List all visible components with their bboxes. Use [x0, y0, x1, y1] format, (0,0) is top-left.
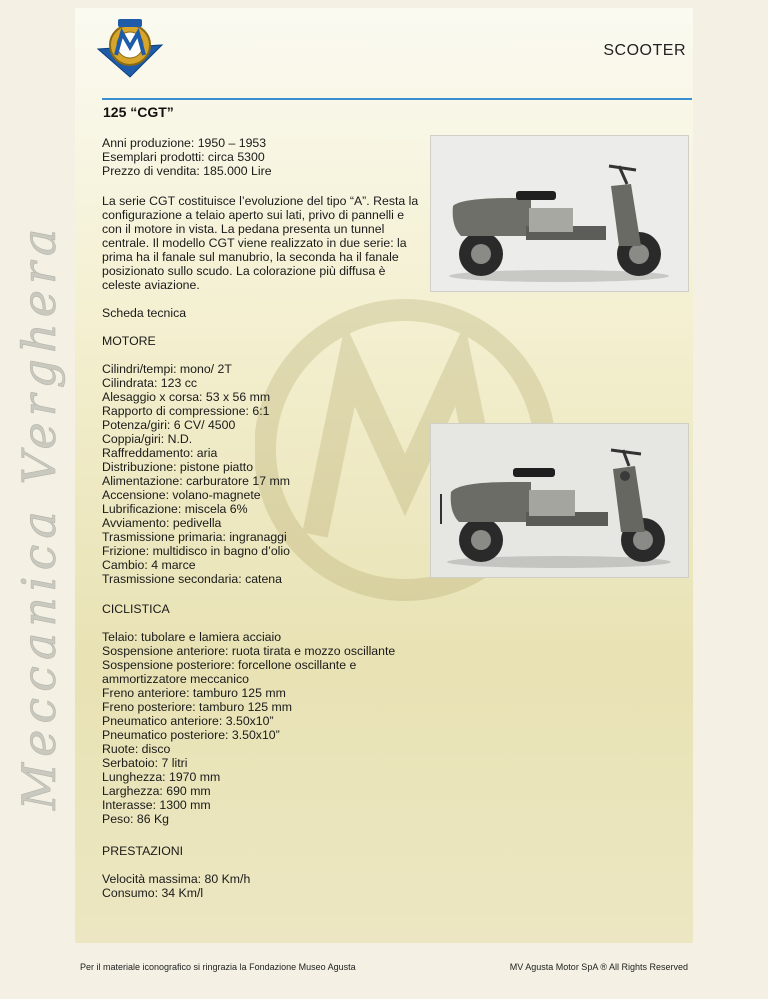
spec-line: Frizione: multidisco in bagno d’olio	[102, 544, 290, 558]
production-years: Anni produzione: 1950 – 1953	[102, 136, 267, 150]
title-rule	[102, 98, 692, 100]
performance-heading	[102, 844, 183, 858]
side-vertical-title	[0, 0, 75, 994]
spec-line: Ruote: disco	[102, 742, 171, 756]
spec-line: Sospensione posteriore: forcellone oscillante e	[102, 658, 357, 672]
spec-line: Pneumatico posteriore: 3.50x10”	[102, 728, 280, 742]
spec-line: Trasmissione primaria: ingranaggi	[102, 530, 287, 544]
chassis-specs	[102, 630, 395, 826]
engine-specs	[102, 362, 290, 586]
spec-line: Cilindrata: 123 cc	[102, 376, 198, 390]
spec-line: Avviamento: pedivella	[102, 516, 222, 530]
spec-line: Cilindri/tempi: mono/ 2T	[102, 362, 232, 376]
engine-heading	[102, 334, 156, 348]
side-vertical-text: Meccanica Verghera	[12, 222, 66, 810]
spec-line: Telaio: tubolare e lamiera acciaio	[102, 630, 282, 644]
spec-line: Freno anteriore: tamburo 125 mm	[102, 686, 286, 700]
performance-specs	[102, 872, 250, 900]
spec-line: Lunghezza: 1970 mm	[102, 770, 221, 784]
spec-line: Peso: 86 Kg	[102, 812, 169, 826]
spec-line: Lubrificazione: miscela 6%	[102, 502, 248, 516]
spec-line: Consumo: 34 Km/l	[102, 886, 204, 900]
scooter-photo-second-series	[430, 423, 689, 578]
spec-line: Accensione: volano-magnete	[102, 488, 261, 502]
scooter-photo-first-series	[430, 135, 689, 292]
spec-line: ammortizzatore meccanico	[102, 672, 249, 686]
spec-line: Raffreddamento: aria	[102, 446, 218, 460]
section-label: SCOOTER	[603, 42, 686, 59]
description-text: La serie CGT costituisce l’evoluzione del tipo “A”. Resta la configurazione a telaio aperto sui lati, privo di pannelli e con il motore in vista. La pedana presenta un tunnel centrale. Il modello CGT viene realizzato in due serie: la prima ha il fanale sul manubrio, la seconda ha il fanale posizionato sullo scudo. La colorazione più diffusa è celeste aviazione.	[102, 194, 419, 292]
engine-heading-text: MOTORE	[102, 334, 156, 348]
spec-line: Velocità massima: 80 Km/h	[102, 872, 251, 886]
model-title: 125 “CGT”	[103, 104, 174, 120]
mv-agusta-logo	[90, 15, 170, 81]
spec-line: Alimentazione: carburatore 17 mm	[102, 474, 290, 488]
spec-line: Rapporto di compressione: 6:1	[102, 404, 270, 418]
units-produced: Esemplari prodotti: circa 5300	[102, 150, 265, 164]
spec-line: Freno posteriore: tamburo 125 mm	[102, 700, 293, 714]
production-info	[102, 136, 272, 178]
performance-heading-text: PRESTAZIONI	[102, 844, 184, 858]
spec-line: Coppia/giri: N.D.	[102, 432, 193, 446]
description	[102, 194, 424, 292]
spec-line: Trasmissione secondaria: catena	[102, 572, 282, 586]
spec-line: Serbatoio: 7 litri	[102, 756, 188, 770]
tech-sheet-label-text: Scheda tecnica	[102, 306, 187, 320]
spec-line: Potenza/giri: 6 CV/ 4500	[102, 418, 236, 432]
spec-line: Interasse: 1300 mm	[102, 798, 211, 812]
tech-sheet-label	[102, 306, 186, 320]
chassis-heading-text: CICLISTICA	[102, 602, 170, 616]
spec-line: Pneumatico anteriore: 3.50x10”	[102, 714, 274, 728]
chassis-heading	[102, 602, 170, 616]
spec-line: Cambio: 4 marce	[102, 558, 196, 572]
sale-price: Prezzo di vendita: 185.000 Lire	[102, 164, 272, 178]
spec-line: Sospensione anteriore: ruota tirata e mozzo oscillante	[102, 644, 396, 658]
spec-line: Distribuzione: pistone piatto	[102, 460, 254, 474]
spec-line: Larghezza: 690 mm	[102, 784, 211, 798]
spec-line: Alesaggio x corsa: 53 x 56 mm	[102, 390, 271, 404]
footer-credit: Per il materiale iconografico si ringrazia la Fondazione Museo Agusta	[80, 962, 356, 972]
footer-copyright: MV Agusta Motor SpA ® All Rights Reserved	[509, 962, 688, 972]
